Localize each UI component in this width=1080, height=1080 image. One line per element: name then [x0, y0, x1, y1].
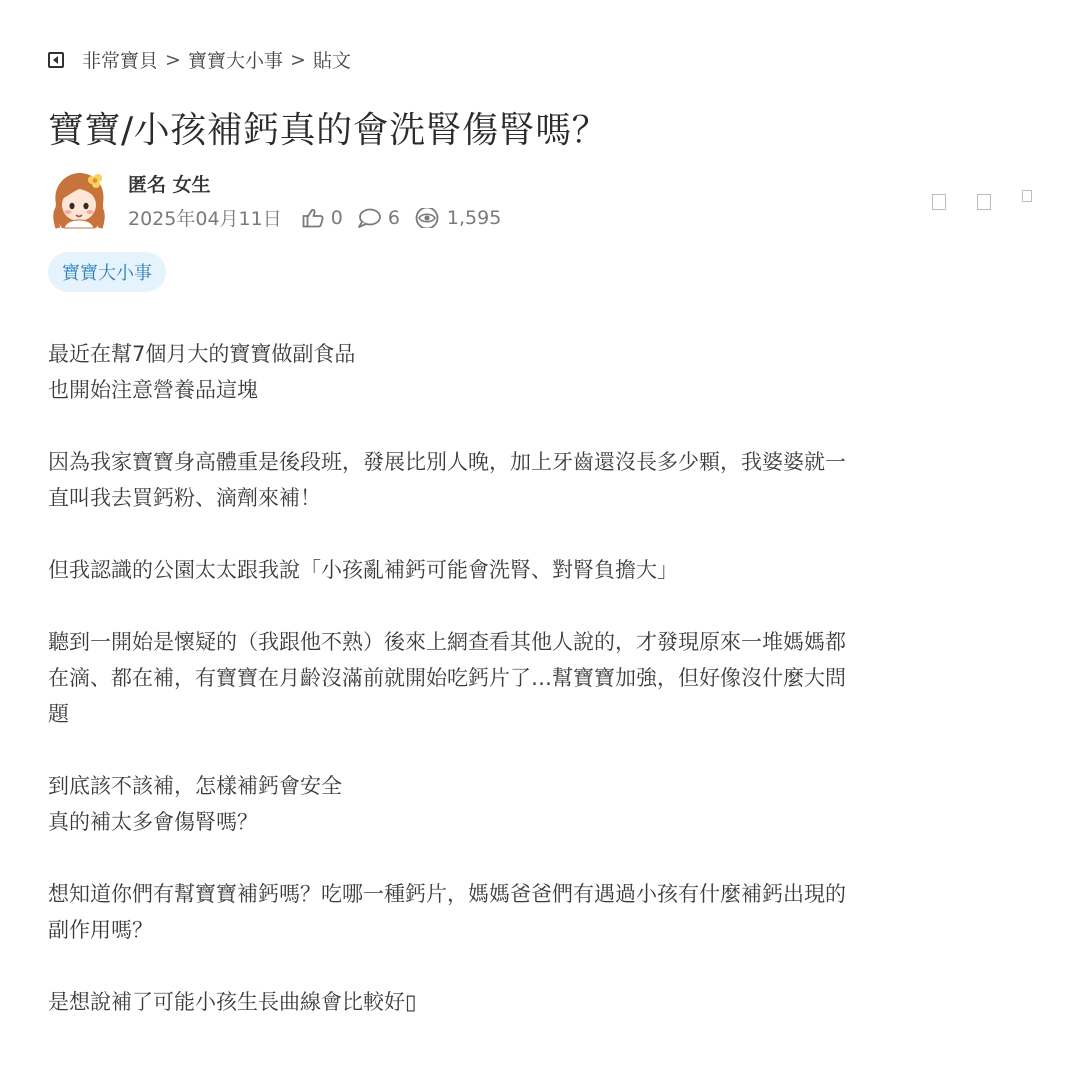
view-count — [414, 207, 501, 229]
content-line: 真的補太多會傷腎嗎？ — [48, 810, 258, 834]
comment-count-value: 6 — [387, 206, 400, 229]
content-paragraph — [48, 876, 1032, 948]
view-count-value: 1,595 — [446, 206, 502, 229]
content-line: 副作用嗎？ — [48, 918, 153, 942]
share-button[interactable] — [977, 194, 991, 210]
topic-tag[interactable]: 寶寶大小事 — [48, 252, 166, 292]
post-meta — [128, 204, 501, 231]
like-count[interactable] — [302, 207, 343, 229]
breadcrumb-separator: > — [165, 48, 181, 71]
post-content — [48, 336, 1032, 1056]
eye-icon — [414, 208, 440, 228]
like-count-value: 0 — [330, 206, 343, 229]
content-paragraph — [48, 984, 1032, 1020]
thumbs-up-icon — [302, 208, 324, 228]
content-line: 最近在幫7個月大的寶寶做副食品 — [48, 342, 356, 366]
more-button[interactable] — [1022, 190, 1032, 202]
post-title: 寶寶/小孩補鈣真的會洗腎傷腎嗎？ — [48, 110, 609, 151]
content-line: 聽到一開始是懷疑的（我跟他不熟）後來上網查看其他人說的，才發現原來一堆媽媽都 — [48, 630, 846, 654]
content-line: 題 — [48, 702, 69, 726]
content-line: 也開始注意營養品這塊 — [48, 378, 258, 402]
breadcrumb-item-topic[interactable]: 寶寶大小事 — [187, 50, 283, 72]
author-name[interactable]: 匿名 女生 — [128, 174, 211, 196]
content-line: 是想說補了可能小孩生長曲線會比較好▯ — [48, 990, 417, 1014]
content-line: 到底該不該補，怎樣補鈣會安全 — [48, 774, 342, 798]
breadcrumb-item-current: 貼文 — [312, 50, 351, 72]
bookmark-button[interactable] — [932, 194, 946, 210]
breadcrumb — [48, 46, 351, 73]
content-paragraph — [48, 444, 1032, 516]
breadcrumb-item-board[interactable]: 非常寶貝 — [82, 50, 159, 72]
post-actions — [901, 194, 1032, 210]
post-date: 2025年04月11日 — [128, 208, 282, 230]
comment-bubble-icon — [357, 208, 381, 228]
content-line: 直叫我去買鈣粉、滴劑來補！ — [48, 486, 321, 510]
content-paragraph — [48, 768, 1032, 840]
content-line: 在滴、都在補，有寶寶在月齡沒滿前就開始吃鈣片了…幫寶寶加強，但好像沒什麼大問 — [48, 666, 846, 690]
content-paragraph — [48, 552, 1032, 588]
content-paragraph — [48, 336, 1032, 408]
avatar[interactable] — [48, 170, 110, 232]
back-icon[interactable] — [48, 52, 64, 68]
author-row — [48, 170, 1032, 232]
comment-count[interactable] — [357, 207, 400, 229]
content-line: 想知道你們有幫寶寶補鈣嗎？吃哪一種鈣片，媽媽爸爸們有遇過小孩有什麼補鈣出現的 — [48, 882, 846, 906]
content-paragraph — [48, 624, 1032, 732]
breadcrumb-separator: > — [289, 48, 306, 71]
content-line: 但我認識的公園太太跟我說「小孩亂補鈣可能會洗腎、對腎負擔大」 — [48, 558, 678, 582]
content-line: 因為我家寶寶身高體重是後段班，發展比別人晚，加上牙齒還沒長多少顆，我婆婆就一 — [48, 450, 846, 474]
